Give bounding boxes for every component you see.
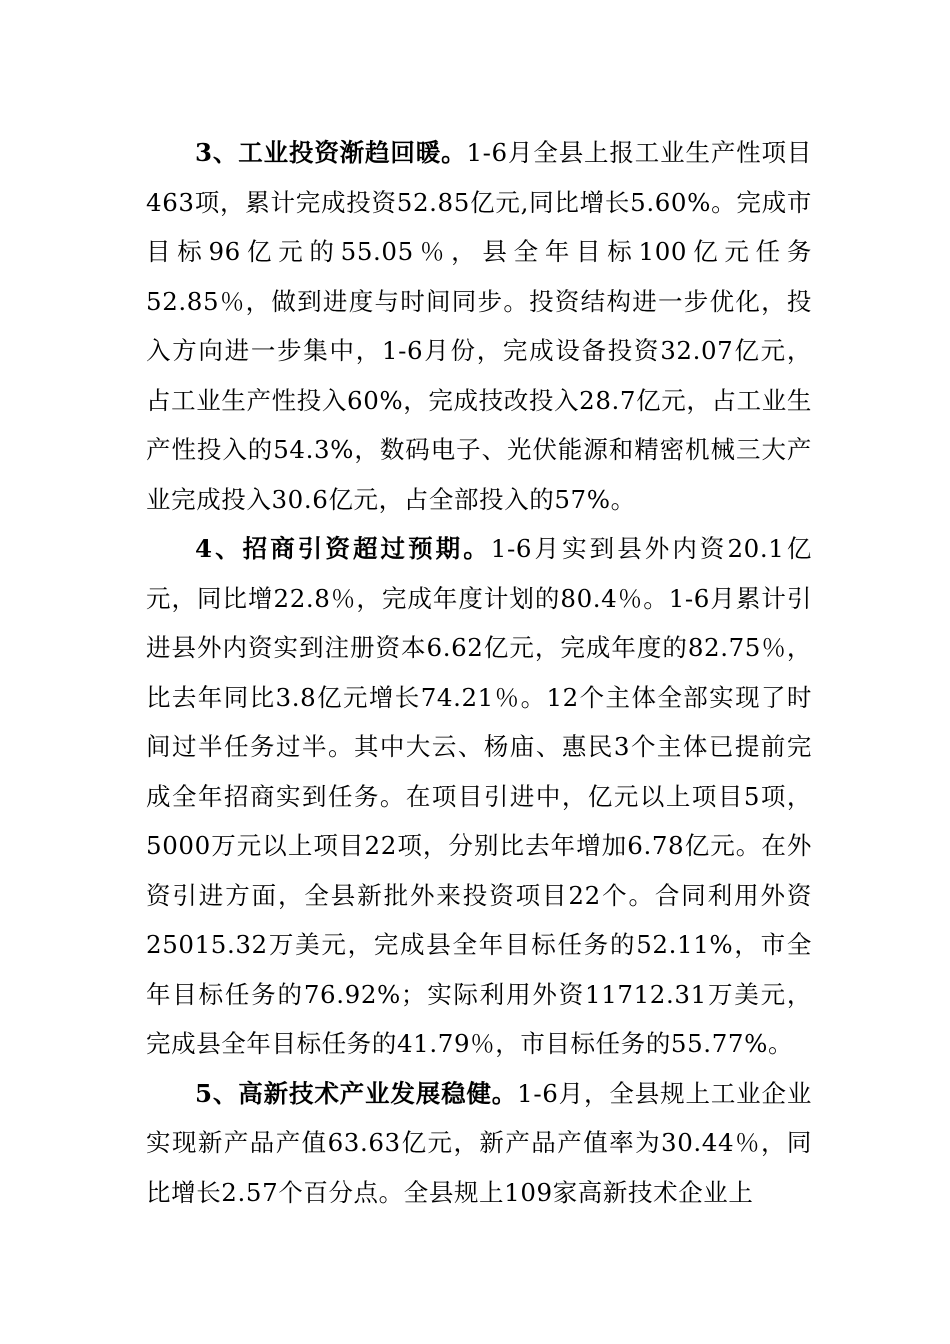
- paragraph-text: 1-6月全县上报工业生产性项目463项，累计完成投资52.85亿元,同比增长5.60%。完成市目标96亿元的55.05％，县全年目标100亿元任务52.85％，做到进度与时间同步。投资结构进一步优化，投入方向进一步集中，1-6月份，完成设备投资32.07亿元，占工业生产性投入60%，完成技改投入28.7亿元，占工业生产性投入的54.3%，数码电子、光伏能源和精密机械三大产业完成投入30.6亿元，占全部投入的57%。: [146, 138, 812, 514]
- paragraph-heading: 5、高新技术产业发展稳健。: [195, 1078, 518, 1108]
- document-body: [146, 128, 812, 1217]
- paragraph-text: 1-6月实到县外内资20.1亿元，同比增22.8％，完成年度计划的80.4％。1-6月累计引进县外内资实到注册资本6.62亿元，完成年度的82.75％，比去年同比3.8亿元增长74.21％。12个主体全部实现了时间过半任务过半。其中大云、杨庙、惠民3个主体已提前完成全年招商实到任务。在项目引进中，亿元以上项目5项，5000万元以上项目22项，分别比去年增加6.78亿元。在外资引进方面，全县新批外来投资项目22个。合同利用外资25015.32万美元，完成县全年目标任务的52.11%，市全年目标任务的76.92%；实际利用外资11712.31万美元，完成县全年目标任务的41.79％，市目标任务的55.77%。: [146, 534, 812, 1058]
- paragraph-industrial-investment: [146, 128, 812, 524]
- paragraph-heading: 3、工业投资渐趋回暖。: [195, 138, 467, 167]
- paragraph-text: 1-6月，全县规上工业企业实现新产品产值63.63亿元，新产品产值率为30.44％，同比增长2.57个百分点。全县规上109家高新技术企业上: [146, 1078, 812, 1207]
- paragraph-high-tech-industry: [146, 1069, 812, 1218]
- paragraph-investment-attraction: [146, 524, 812, 1069]
- paragraph-heading: 4、招商引资超过预期。: [195, 534, 491, 563]
